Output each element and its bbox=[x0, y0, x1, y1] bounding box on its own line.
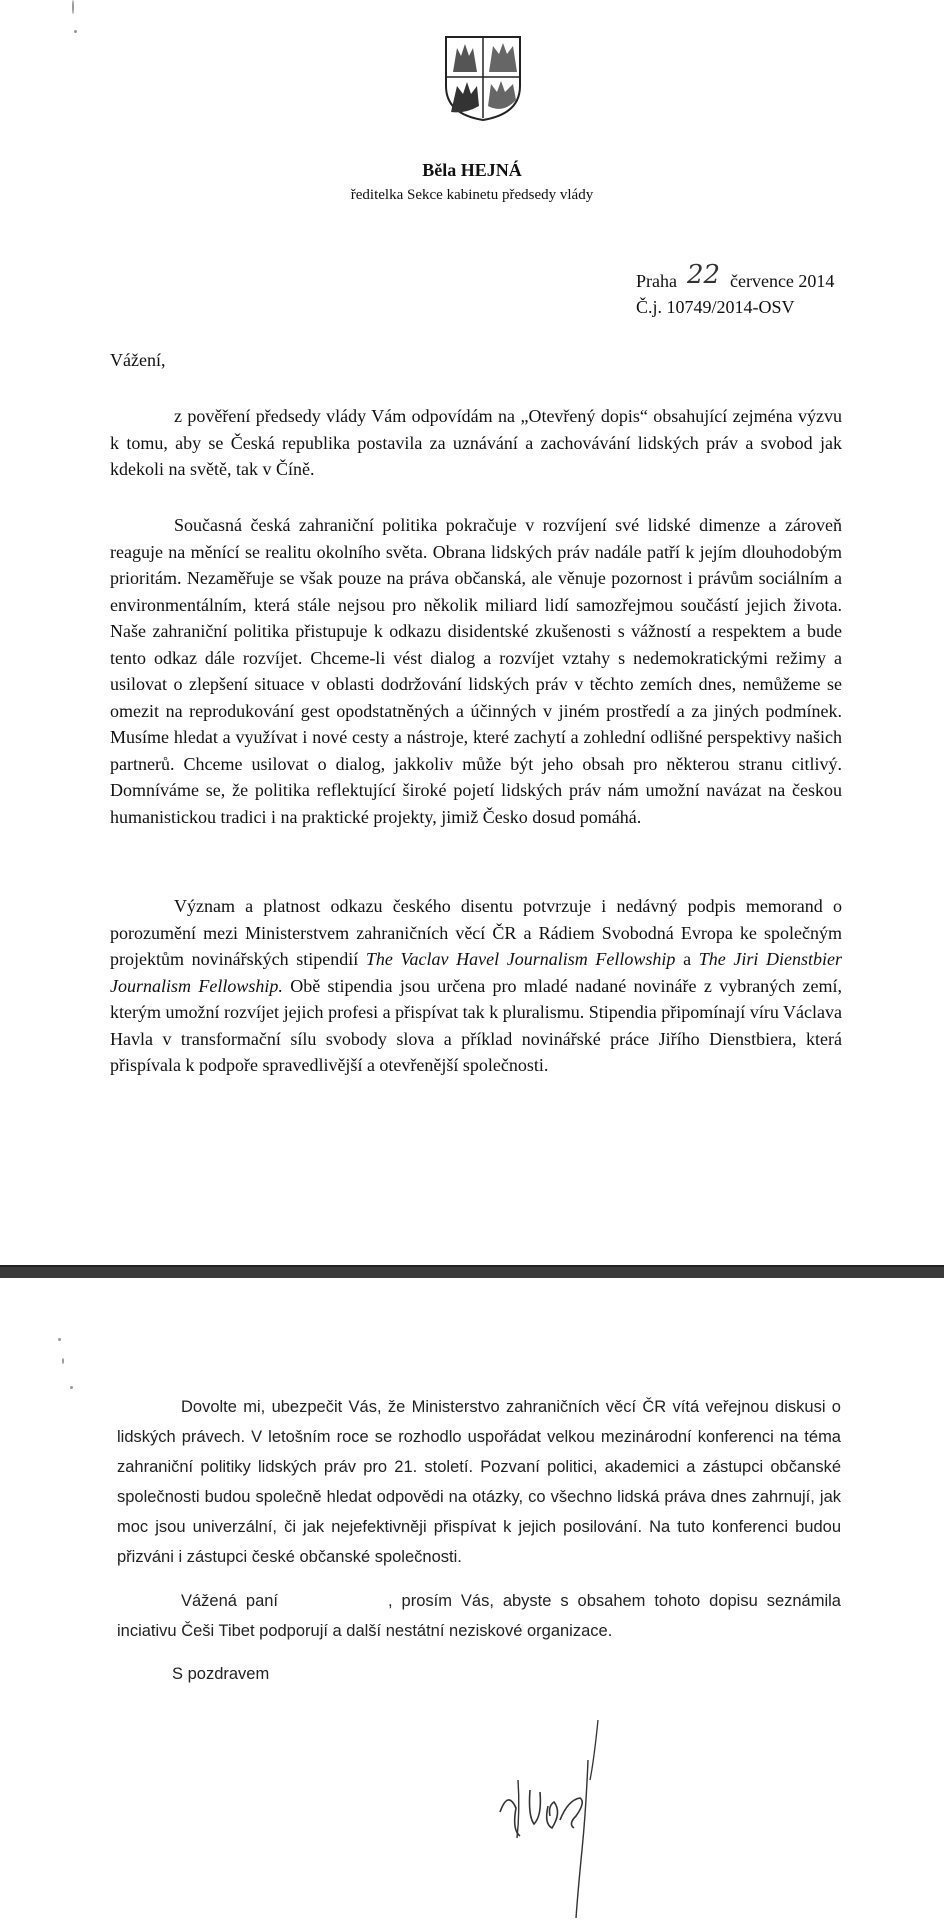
paragraph-3-part-a: Význam a platnost odkazu českého disentu potvrzuje i nedávný podpis memorand o porozumění mezi Ministerstvem zahraničních věcí ČR a Rádiem Svobodná Evropa ke společným projektům novinářských stipendií bbox=[110, 896, 842, 969]
paragraph-3-part-b: Obě stipendia jsou určena pro mladé nadané novináře z vybraných zemí, kterým umožní rozvíjet jejich profesi a přispívat tak k pluralismu. Stipendia připomínají víru Václava Havla v transformační sílu svobody slova a příklad novinářské práce Jiřího Dienstbiera, která přispívala k podpoře spravedlivější a otevřenější společnosti. bbox=[110, 975, 842, 1075]
scan-speck bbox=[70, 1386, 73, 1389]
fellowship-name-havel: The Vaclav Havel Journalism Fellowship bbox=[365, 949, 676, 969]
signature-icon bbox=[490, 1720, 640, 1920]
scan-speck bbox=[74, 30, 77, 33]
page-divider bbox=[0, 1265, 944, 1278]
sender-title: ředitelka Sekce kabinetu předsedy vlády bbox=[350, 187, 594, 203]
closing: S pozdravem bbox=[172, 1665, 270, 1683]
date-day-handwritten: 22 bbox=[686, 260, 721, 290]
fellowship-name-dienstbier: The Jiri Dienstbier Journalism Fellowship. bbox=[110, 949, 842, 996]
paragraph-5-body: , prosím Vás, abyste s obsahem tohoto dopisu seznámila inciativu Češi Tibet podporují a další nestátní neziskové organizace. bbox=[117, 1592, 841, 1640]
scan-speck bbox=[58, 1338, 61, 1341]
salutation: Vážení, bbox=[110, 350, 166, 370]
scan-speck bbox=[62, 1358, 64, 1364]
reference-number: Č.j. 10749/2014-OSV bbox=[636, 297, 795, 317]
paragraph-1: z pověření předsedy vlády Vám odpovídám na „Otevřený dopis“ obsahující zejména výzvu k tomu, aby se Česká republika postavila za uznávání a zachovávání lidských práv a svobod jak kdekoli na světě, tak v Číně. bbox=[110, 406, 842, 479]
paragraph-5 bbox=[117, 1586, 841, 1646]
sender-name: Běla HEJNÁ bbox=[422, 160, 522, 180]
paragraph-4: Dovolte mi, ubezpečit Vás, že Ministerstvo zahraničních věcí ČR vítá veřejnou diskusi o lidských právech. V letošním roce se rozhodlo uspořádat velkou mezinárodní konferenci na téma zahraniční politiky lidských práv pro 21. století. Pozvaní politici, akademici a zástupci občanské společnosti budou společně hledat odpovědi na otázky, co všechno lidská práva dnes zahrnují, jak moc jsou univerzální, či jak nejefektivněji přispívat k jejich posilování. Na tuto konferenci budou přizváni i zástupci české občanské společnosti. bbox=[117, 1398, 841, 1566]
paragraph-3-and: a bbox=[675, 949, 699, 969]
date-month-year: července 2014 bbox=[729, 271, 835, 291]
czech-coat-of-arms-icon bbox=[443, 34, 523, 122]
date bbox=[636, 260, 835, 294]
dateline bbox=[636, 260, 835, 320]
paragraph-5-addressee: Vážená paní bbox=[181, 1592, 279, 1610]
scan-speck bbox=[72, 0, 74, 14]
date-city: Praha bbox=[636, 271, 677, 291]
paragraph-2: Současná česká zahraniční politika pokračuje v rozvíjení své lidské dimenze a zároveň reaguje na měnící se realitu okolního světa. Obrana lidských práv nadále patří k jejím dlouhodobým prioritám. Nezaměřuje se však pouze na práva občanská, ale věnuje pozornost i právům sociálním a environmentálním, která stále nejsou pro několik miliard lidí samozřejmou součástí jejich života. Naše zahraniční politika přistupuje k odkazu disidentské zkušenosti s vážností a respektem a bude tento odkaz dále rozvíjet. Chceme-li vést dialog a rozvíjet vztahy s nedemokratickými režimy a usilovat o zlepšení situace v oblasti dodržování lidských práv v těchto zemích dnes, nemůžeme se omezit na reprodukování gest opodstatněných a účinných v jiném prostředí a za jiných podmínek. Musíme hledat a využívat i nové cesty a nástroje, které zachytí a zohlední odlišné perspektivy našich partnerů. Chceme usilovat o dialog, jakkoliv může být jeho obsah pro některou stranu citlivý. Domníváme se, že politika reflektující široké pojetí lidských práv nám umožní navázat na českou humanistickou tradici i na praktické projekty, jimiž Česko dosud pomáhá. bbox=[110, 515, 842, 827]
paragraph-3 bbox=[110, 893, 842, 1079]
